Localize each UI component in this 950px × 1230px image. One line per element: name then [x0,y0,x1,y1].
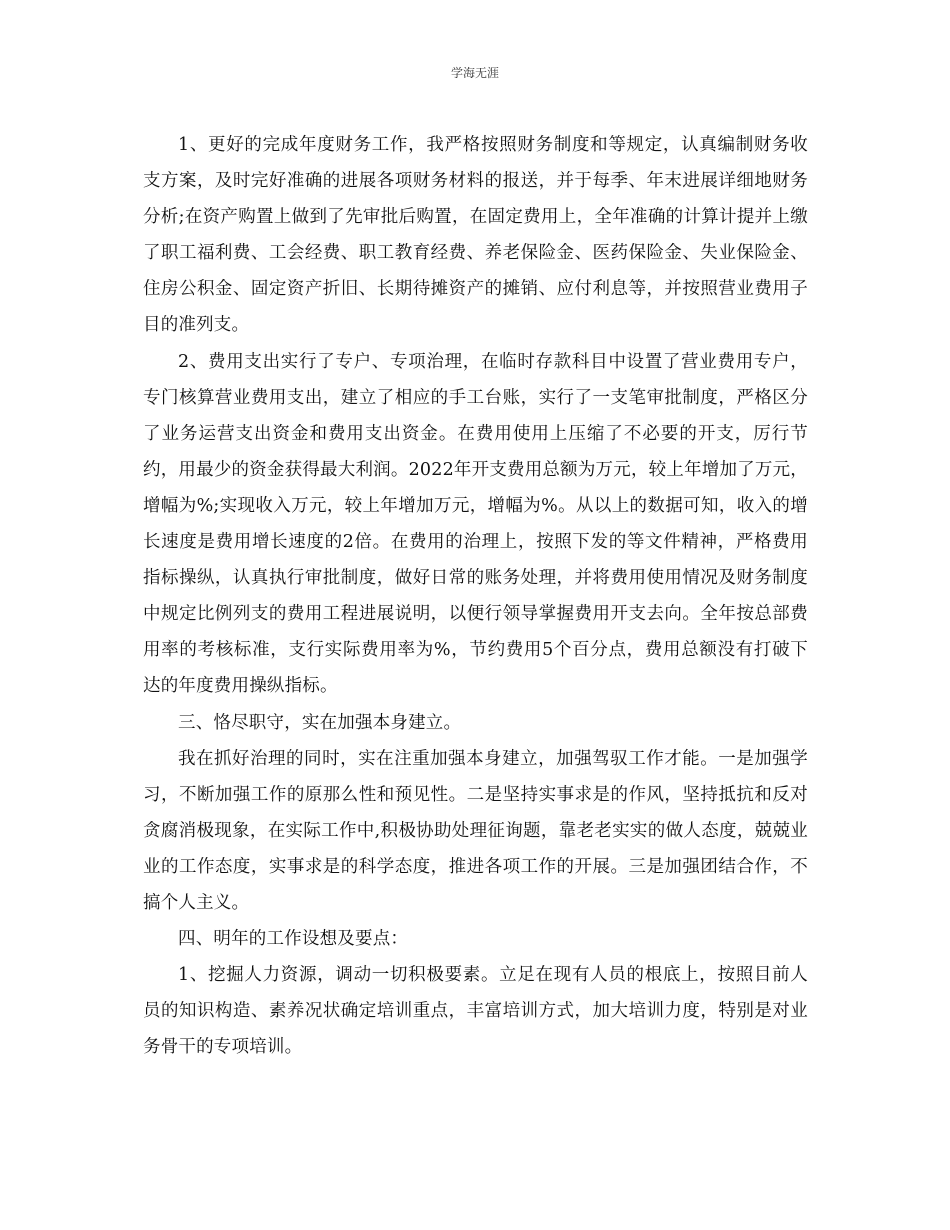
section-heading-self-building: 三、恪尽职守，实在加强本身建立。 [178,712,462,733]
paragraph-finance-work: 1、更好的完成年度财务工作，我严格按照财务制度和等规定，认真编制财务收支方案，及时完好准确的进展各项财务材料的报送，并于每季、年末进展详细地财务分析;在资产购置上做到了先审批后购置，在固定费用上，全年准确的计算计提并上缴了职工福利费、工会经费、职工教育经费、养老保险金、医药保险金、失业保险金、住房公积金、固定资产折旧、长期待摊资产的摊销、应付利息等，并按照营业费用子目的准列支。 [143,135,808,336]
document-body [143,127,808,1065]
paragraph-human-resources: 1、挖掘人力资源，调动一切积极要素。立足在现有人员的根底上，按照目前人员的知识构造、素养况状确定培训重点，丰富培训方式，加大培训力度，特别是对业务骨干的专项培训。 [143,965,808,1058]
paragraph-expense-management: 2、费用支出实行了专户、专项治理，在临时存款科目中设置了营业费用专户，专门核算营业费用支出，建立了相应的手工台账，实行了一支笔审批制度，严格区分了业务运营支出资金和费用支出资金。在费用使用上压缩了不必要的开支，厉行节约，用最少的资金获得最大利润。2022年开支费用总额为万元，较上年增加了万元，增幅为%;实现收入万元，较上年增加万元，增幅为%。从以上的数据可知，收入的增长速度是费用增长速度的2倍。在费用的治理上，按照下发的等文件精神，严格费用指标操纵，认真执行审批制度，做好日常的账务处理，并将费用使用情况及财务制度中规定比例列支的费用工程进展说明，以便行领导掌握费用开支去向。全年按总部费用率的考核标准，支行实际费用率为%，节约费用5个百分点，费用总额没有打破下达的年度费用操纵指标。 [143,351,808,697]
paragraph-self-building: 我在抓好治理的同时，实在注重加强本身建立，加强驾驭工作才能。一是加强学习，不断加强工作的原那么性和预见性。二是坚持实事求是的作风，坚持抵抗和反对贪腐消极现象，在实际工作中,积极协助处理征询题，靠老老实实的做人态度，兢兢业业的工作态度，实事求是的科学态度，推进各项工作的开展。三是加强团结合作，不搞个人主义。 [143,748,808,913]
page-header: 学海无涯 [450,66,499,80]
section-heading-next-year: 四、明年的工作设想及要点： [178,929,409,950]
